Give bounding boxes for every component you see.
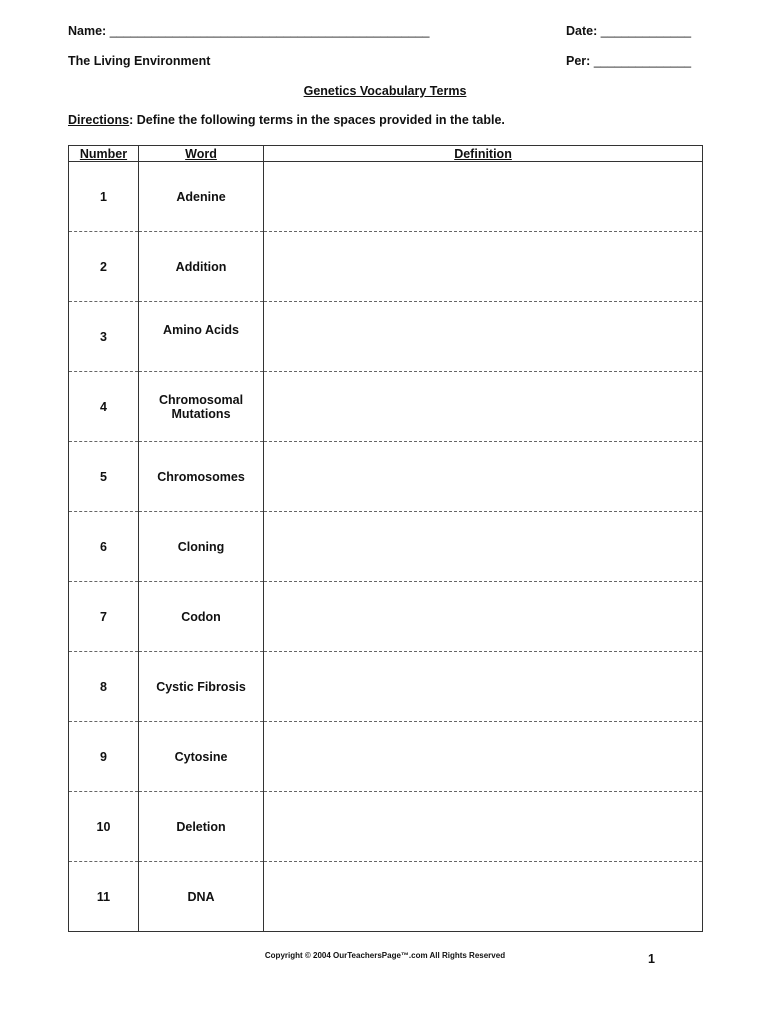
name-label: Name: xyxy=(68,24,107,38)
page-number: 1 xyxy=(648,952,655,966)
row-word xyxy=(139,302,264,372)
definition-cell[interactable] xyxy=(264,232,703,302)
row-word: Chromosomal Mutations xyxy=(139,372,264,442)
row-word: Cloning xyxy=(139,512,264,582)
course-name: The Living Environment xyxy=(68,54,211,68)
date-field[interactable]: _____________ xyxy=(600,24,692,38)
table-row xyxy=(69,652,703,722)
row-number: 11 xyxy=(69,862,139,932)
table-row xyxy=(69,582,703,652)
table-row xyxy=(69,722,703,792)
directions xyxy=(68,113,505,127)
row-number: 7 xyxy=(69,582,139,652)
row-word: Cytosine xyxy=(139,722,264,792)
row-number: 4 xyxy=(69,372,139,442)
definition-cell[interactable] xyxy=(264,372,703,442)
date-label: Date: xyxy=(566,24,598,38)
table-row xyxy=(69,372,703,442)
table-row xyxy=(69,232,703,302)
definition-cell[interactable] xyxy=(264,652,703,722)
directions-text: : Define the following terms in the spaces provided in the table. xyxy=(129,113,505,127)
definition-cell[interactable] xyxy=(264,862,703,932)
definition-cell[interactable] xyxy=(264,162,703,232)
table-row xyxy=(69,862,703,932)
row-word: Addition xyxy=(139,232,264,302)
definition-cell[interactable] xyxy=(264,582,703,652)
copyright-notice: Copyright © 2004 OurTeachersPage™.com All Rights Reserved xyxy=(264,951,506,960)
column-header-word: Word xyxy=(139,146,264,162)
per-label: Per: xyxy=(566,54,591,68)
page-title: Genetics Vocabulary Terms xyxy=(303,84,467,98)
name-field[interactable]: ______________________________________________ xyxy=(109,24,430,38)
table-header-row xyxy=(69,146,703,162)
definition-cell[interactable] xyxy=(264,302,703,372)
per-field[interactable]: ______________ xyxy=(593,54,692,68)
definition-cell[interactable] xyxy=(264,722,703,792)
row-word: DNA xyxy=(139,862,264,932)
table-row xyxy=(69,512,703,582)
per-line xyxy=(566,54,691,68)
row-word: Codon xyxy=(139,582,264,652)
table-row xyxy=(69,162,703,232)
row-number: 8 xyxy=(69,652,139,722)
row-word: Deletion xyxy=(139,792,264,862)
table-row xyxy=(69,302,703,372)
row-word: Chromosomes xyxy=(139,442,264,512)
table-row xyxy=(69,442,703,512)
row-number: 10 xyxy=(69,792,139,862)
row-number: 6 xyxy=(69,512,139,582)
table-row xyxy=(69,792,703,862)
row-word: Cystic Fibrosis xyxy=(139,652,264,722)
row-word-text: Amino Acids xyxy=(163,322,239,337)
directions-label: Directions xyxy=(68,113,130,127)
row-number: 9 xyxy=(69,722,139,792)
row-number: 3 xyxy=(69,302,139,372)
name-line xyxy=(68,24,430,38)
column-header-number: Number xyxy=(69,146,139,162)
row-number: 2 xyxy=(69,232,139,302)
row-number: 5 xyxy=(69,442,139,512)
row-number: 1 xyxy=(69,162,139,232)
row-word: Adenine xyxy=(139,162,264,232)
vocabulary-table xyxy=(68,145,703,932)
date-line xyxy=(566,24,691,38)
column-header-definition: Definition xyxy=(264,146,703,162)
definition-cell[interactable] xyxy=(264,512,703,582)
definition-cell[interactable] xyxy=(264,442,703,512)
definition-cell[interactable] xyxy=(264,792,703,862)
